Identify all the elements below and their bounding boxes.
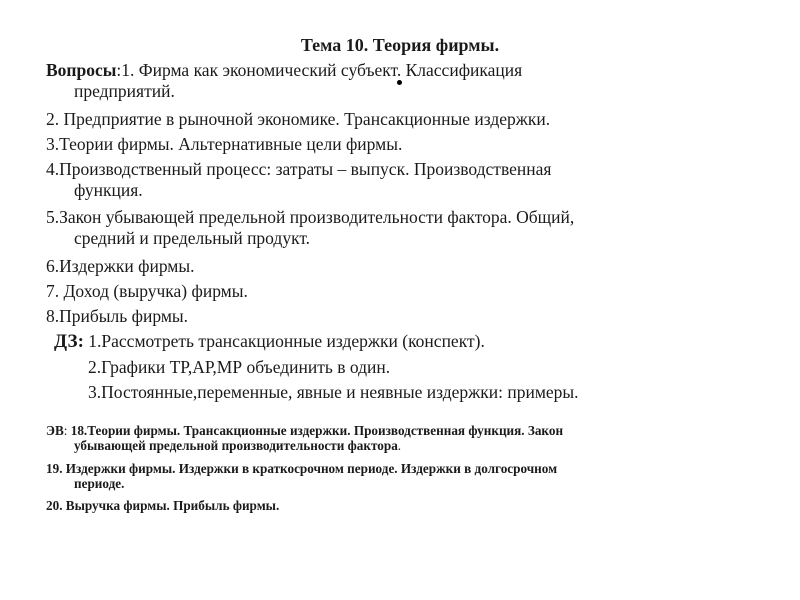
question-6: 6.Издержки фирмы. <box>46 256 195 276</box>
homework-item-2: 2.Графики ТР,АР,МР объединить в один. <box>88 357 391 377</box>
ev-item-18 <box>46 423 563 453</box>
question-8: 8.Прибыль фирмы. <box>46 306 189 326</box>
ev-colon: : <box>63 423 68 438</box>
questions-colon: : <box>116 60 122 80</box>
question-5 <box>46 207 574 249</box>
question-1-continuation: предприятий. <box>74 81 175 101</box>
question-5-text: 5.Закон убывающей предельной производительности фактора. Общий, <box>46 207 575 227</box>
questions-prefix: Вопросы <box>46 60 117 80</box>
question-3: 3.Теории фирмы. Альтернативные цели фирмы. <box>46 134 403 154</box>
question-4 <box>46 159 551 201</box>
question-5-continuation: средний и предельный продукт. <box>74 228 311 248</box>
question-7: 7. Доход (выручка) фирмы. <box>46 281 248 301</box>
ev-item-19-continuation: периоде. <box>74 476 125 491</box>
homework-item-3: 3.Постоянные,переменные, явные и неявные издержки: примеры. <box>88 382 579 402</box>
question-2: 2. Предприятие в рыночной экономике. Трансакционные издержки. <box>46 109 551 129</box>
homework-label: ДЗ: <box>54 331 84 352</box>
ev-item-19-text: 19. Издержки фирмы. Издержки в краткосрочном периоде. Издержки в долгосрочном <box>46 461 558 476</box>
question-1 <box>46 60 522 102</box>
slide-title: Тема 10. Теория фирмы. <box>300 35 500 55</box>
ev-label: ЭВ <box>46 423 64 438</box>
homework-item-1-text: 1.Рассмотреть трансакционные издержки (конспект). <box>83 331 485 351</box>
ev-item-18-text: 18.Теории фирмы. Трансакционные издержки. Производственная функция. Закон <box>67 423 564 438</box>
ev-item-18-end: . <box>397 438 402 453</box>
homework-item-1 <box>54 331 485 352</box>
ev-item-19 <box>46 461 557 491</box>
question-4-continuation: функция. <box>74 180 143 200</box>
ev-item-20: 20. Выручка фирмы. Прибыль фирмы. <box>46 498 280 513</box>
ev-item-18-continuation: убывающей предельной производительности фактора <box>74 438 398 453</box>
question-1-text: 1. Фирма как экономический субъект. Классификация <box>121 60 523 80</box>
question-4-text: 4.Производственный процесс: затраты – выпуск. Производственная <box>46 159 552 179</box>
